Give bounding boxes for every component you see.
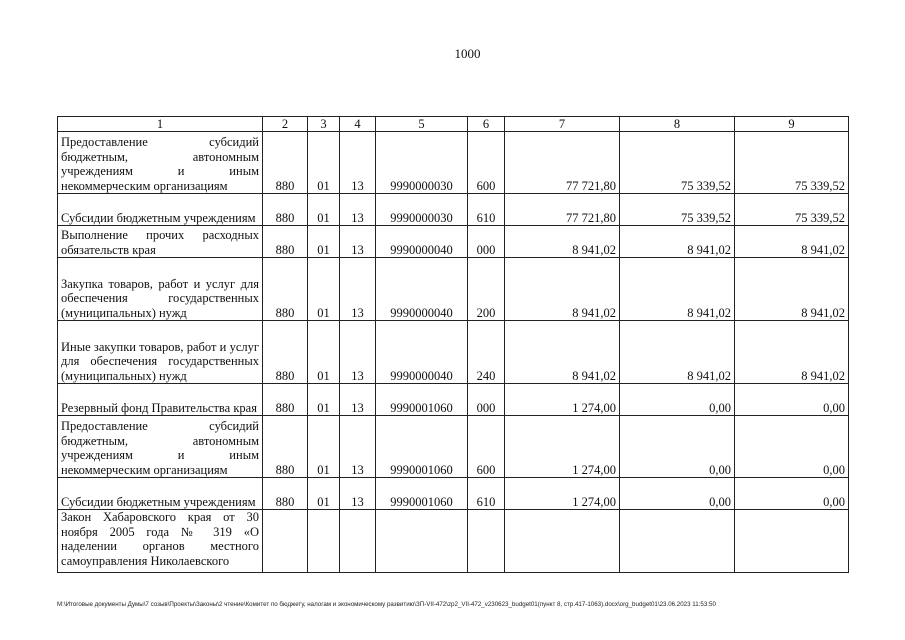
row-name-cell: Закон Хабаровского края от 30 ноября 2005 года № 319 «О наделении органов местного самоуправления Николаевского — [58, 510, 263, 573]
header-cell: 9 — [735, 117, 849, 132]
code-cell: 000 — [468, 384, 505, 416]
table-row — [58, 321, 849, 384]
code-cell: 9990000030 — [376, 132, 468, 194]
table-row — [58, 478, 849, 510]
code-cell: 600 — [468, 132, 505, 194]
table-row — [58, 384, 849, 416]
row-name-cell: Иные закупки товаров, работ и услуг для обеспечения государственных (муниципальных) нужд — [58, 321, 263, 384]
code-cell: 9990001060 — [376, 478, 468, 510]
code-cell: 880 — [263, 384, 308, 416]
code-cell: 01 — [308, 384, 340, 416]
amount-cell: 8 941,02 — [735, 321, 849, 384]
code-cell: 01 — [308, 416, 340, 478]
code-cell — [308, 510, 340, 573]
amount-cell: 8 941,02 — [620, 226, 735, 258]
code-cell: 13 — [340, 478, 376, 510]
amount-cell: 0,00 — [735, 384, 849, 416]
code-cell: 01 — [308, 226, 340, 258]
code-cell — [468, 510, 505, 573]
code-cell: 880 — [263, 258, 308, 321]
code-cell: 13 — [340, 321, 376, 384]
header-cell: 5 — [376, 117, 468, 132]
code-cell — [263, 510, 308, 573]
amount-cell: 1 274,00 — [505, 384, 620, 416]
code-cell: 9990000040 — [376, 226, 468, 258]
header-cell: 8 — [620, 117, 735, 132]
header-cell: 7 — [505, 117, 620, 132]
code-cell: 240 — [468, 321, 505, 384]
code-cell: 000 — [468, 226, 505, 258]
header-cell: 3 — [308, 117, 340, 132]
row-name-cell: Резервный фонд Правительства края — [58, 384, 263, 416]
amount-cell: 8 941,02 — [505, 258, 620, 321]
code-cell: 9990000030 — [376, 194, 468, 226]
code-cell: 13 — [340, 226, 376, 258]
header-row — [58, 117, 849, 132]
table-row — [58, 226, 849, 258]
amount-cell: 1 274,00 — [505, 416, 620, 478]
amount-cell — [735, 510, 849, 573]
header-cell: 4 — [340, 117, 376, 132]
code-cell: 13 — [340, 194, 376, 226]
file-path-footer: М:\Итоговые документы Думы\7 созыв\Проекты\Законы\2 чтение\Комитет по бюджету, налогам и экономическому развитию\ЗП-VII-472\zp2_VII-472_v230623_budget01(пункт 8, стр.417-1063).docx\org_budget01\23.06.2023 11:53:50 — [57, 601, 716, 608]
budget-table — [57, 116, 849, 573]
amount-cell: 0,00 — [620, 416, 735, 478]
amount-cell: 77 721,80 — [505, 194, 620, 226]
code-cell: 13 — [340, 384, 376, 416]
code-cell: 01 — [308, 321, 340, 384]
amount-cell: 8 941,02 — [505, 321, 620, 384]
code-cell: 880 — [263, 194, 308, 226]
code-cell: 600 — [468, 416, 505, 478]
code-cell: 880 — [263, 132, 308, 194]
row-name-cell: Предоставление субсидий бюджетным, автономным учреждениям и иным некоммерческим организациям — [58, 416, 263, 478]
code-cell: 880 — [263, 321, 308, 384]
amount-cell: 0,00 — [620, 384, 735, 416]
amount-cell: 1 274,00 — [505, 478, 620, 510]
header-cell: 2 — [263, 117, 308, 132]
table-row — [58, 510, 849, 573]
code-cell — [376, 510, 468, 573]
header-cell: 6 — [468, 117, 505, 132]
code-cell: 880 — [263, 478, 308, 510]
amount-cell: 8 941,02 — [620, 321, 735, 384]
amount-cell: 8 941,02 — [505, 226, 620, 258]
code-cell: 13 — [340, 132, 376, 194]
code-cell: 880 — [263, 226, 308, 258]
amount-cell: 75 339,52 — [735, 194, 849, 226]
code-cell — [340, 510, 376, 573]
amount-cell — [505, 510, 620, 573]
amount-cell: 75 339,52 — [620, 132, 735, 194]
code-cell: 9990000040 — [376, 258, 468, 321]
amount-cell: 77 721,80 — [505, 132, 620, 194]
amount-cell: 0,00 — [735, 478, 849, 510]
code-cell: 610 — [468, 194, 505, 226]
code-cell: 9990001060 — [376, 416, 468, 478]
amount-cell: 75 339,52 — [735, 132, 849, 194]
amount-cell: 0,00 — [735, 416, 849, 478]
code-cell: 13 — [340, 258, 376, 321]
table-row — [58, 258, 849, 321]
amount-cell: 75 339,52 — [620, 194, 735, 226]
code-cell: 880 — [263, 416, 308, 478]
amount-cell: 8 941,02 — [620, 258, 735, 321]
amount-cell: 8 941,02 — [735, 226, 849, 258]
header-cell: 1 — [58, 117, 263, 132]
code-cell: 01 — [308, 194, 340, 226]
row-name-cell: Субсидии бюджетным учреждениям — [58, 194, 263, 226]
code-cell: 200 — [468, 258, 505, 321]
table-row — [58, 132, 849, 194]
row-name-cell: Закупка товаров, работ и услуг для обеспечения государственных (муниципальных) нужд — [58, 258, 263, 321]
page-number: 1000 — [454, 46, 481, 61]
code-cell: 01 — [308, 132, 340, 194]
row-name-cell: Предоставление субсидий бюджетным, автономным учреждениям и иным некоммерческим организациям — [58, 132, 263, 194]
row-name-cell: Выполнение прочих расходных обязательств края — [58, 226, 263, 258]
code-cell: 9990001060 — [376, 384, 468, 416]
code-cell: 01 — [308, 258, 340, 321]
row-name-cell: Субсидии бюджетным учреждениям — [58, 478, 263, 510]
amount-cell — [620, 510, 735, 573]
table-row — [58, 194, 849, 226]
table-row — [58, 416, 849, 478]
code-cell: 13 — [340, 416, 376, 478]
code-cell: 01 — [308, 478, 340, 510]
code-cell: 610 — [468, 478, 505, 510]
amount-cell: 0,00 — [620, 478, 735, 510]
code-cell: 9990000040 — [376, 321, 468, 384]
amount-cell: 8 941,02 — [735, 258, 849, 321]
